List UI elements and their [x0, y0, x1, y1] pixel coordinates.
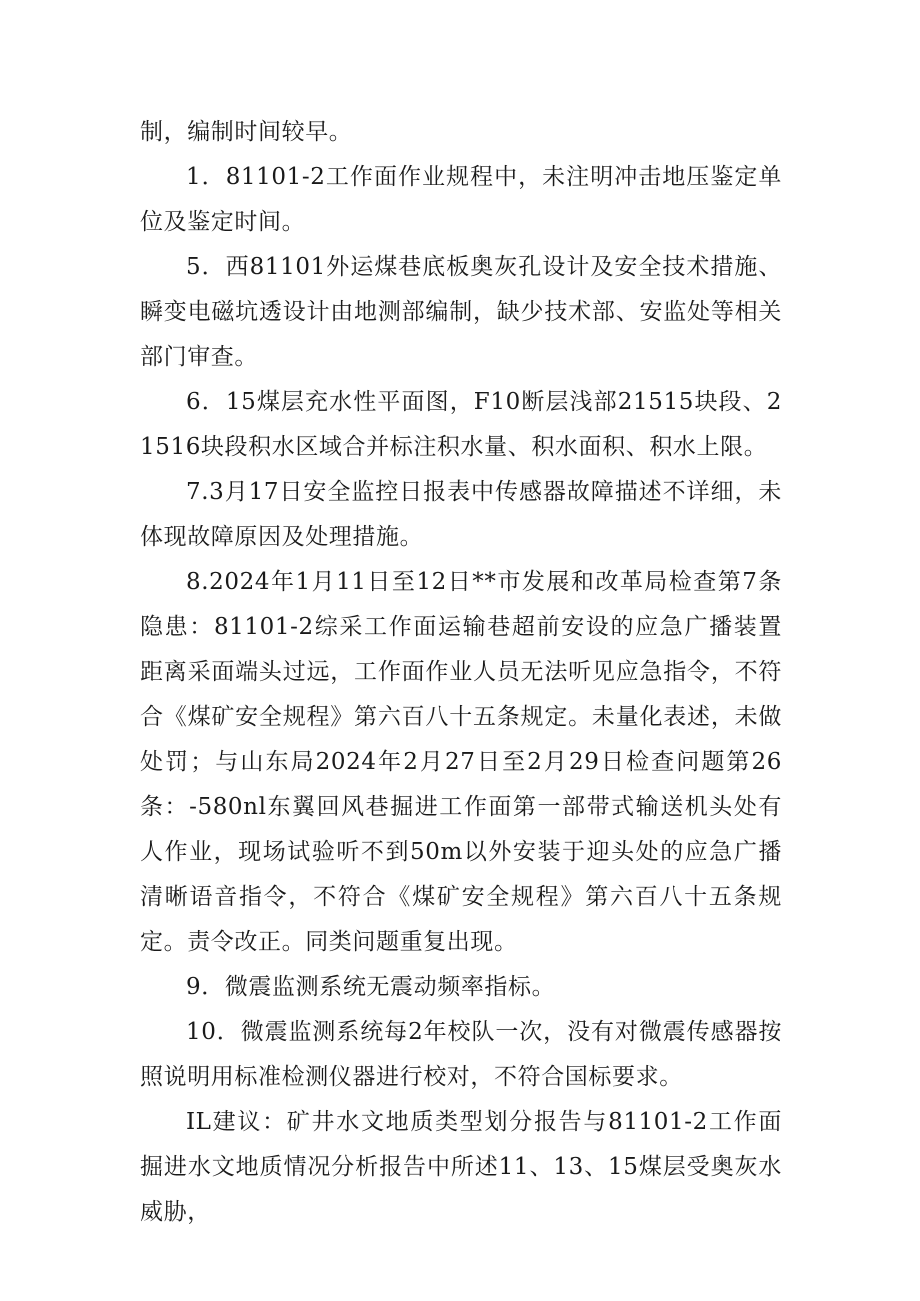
- paragraph-item-9: 9．微震监测系统无震动频率指标。: [186, 974, 556, 1000]
- paragraph-item-11-suggestion: IL建议：矿井水文地质类型划分报告与81101-2工作面掘进水文地质情况分析报告中所述11、13、15煤层受奥灰水威胁，: [140, 1109, 782, 1225]
- paragraph-continuation: 制，编制时间较早。: [140, 119, 353, 145]
- paragraph-item-10: 10．微震监测系统每2年校队一次，没有对微震传感器按照说明用标准检测仪器进行校对，不符合国标要求。: [140, 1019, 782, 1090]
- document-body: [140, 110, 782, 1235]
- paragraph-item-5: 5．西81101外运煤巷底板奥灰孔设计及安全技术措施、瞬变电磁坑透设计由地测部编制，缺少技术部、安监处等相关部门审查。: [140, 254, 782, 370]
- paragraph-item-6: 6．15煤层充水性平面图，F10断层浅部21515块段、21516块段积水区域合并标注积水量、积水面积、积水上限。: [140, 389, 782, 460]
- paragraph-item-7: 7.3月17日安全监控日报表中传感器故障描述不详细，未体现故障原因及处理措施。: [140, 479, 782, 550]
- paragraph-item-1: 1．81101-2工作面作业规程中，未注明冲击地压鉴定单位及鉴定时间。: [140, 164, 782, 235]
- paragraph-item-8: 8.2024年1月11日至12日**市发展和改革局检查第7条隐患：81101-2综采工作面运输巷超前安设的应急广播装置距离采面端头过远，工作面作业人员无法听见应急指令，不符合《煤矿安全规程》第六百八十五条规定。未量化表述，未做处罚；与山东局2024年2月27日至2月29日检查问题第26条：-580nl东翼回风巷掘进工作面第一部带式输送机头处有人作业，现场试验听不到50m以外安装于迎头处的应急广播清晰语音指令，不符合《煤矿安全规程》第六百八十五条规定。责令改正。同类问题重复出现。: [140, 569, 782, 955]
